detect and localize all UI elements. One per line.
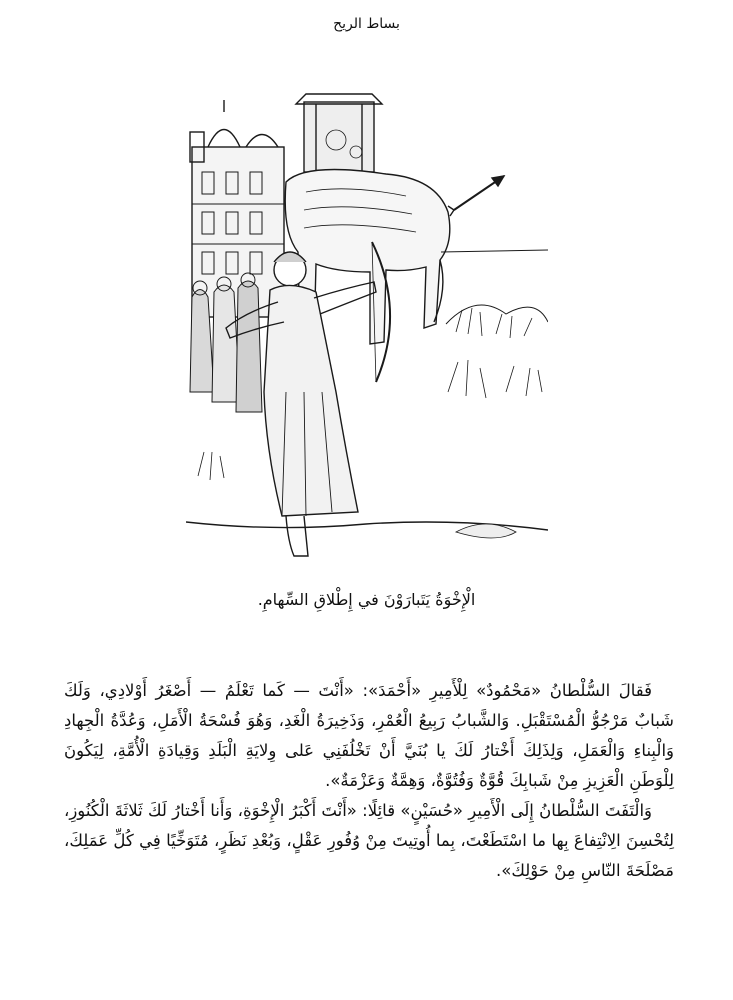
crowd-drawing: [190, 273, 262, 412]
arrow-drawing: [448, 176, 504, 216]
paragraph: فَقالَ السُّلْطانُ «مَحْمُودٌ» لِلْأَمِيرِ «أَحْمَدَ»: «أَنْتَ — كَما تَعْلَمُ — أَصْغَرُ أَوْلادِي، وَلَكَ شَبابٌ مَرْجُوُّ الْمُسْتَقْبَلِ. وَالشَّبابُ رَبِيعُ الْعُمْرِ، وَذَخِيرَةُ الْغَدِ، وَهُوَ فُسْحَةُ الْأَمَلِ، وَعُدَّةُ الْجِهادِ وَالْبِناءِ وَالْعَمَلِ، وَلِذَلِكَ أَخْتارُ لَكَ يا بُنَيَّ أَنْ تَخْلُفَنِي عَلى وِلايَةِ الْبَلَدِ وَقِيادَةِ الْأُمَّةِ، لِيَكُونَ لِلْوَطَنِ الْعَزِيزِ مِنْ شَبابِكَ قُوَّةٌ وَفُتُوَّةٌ، وَهِمَّةٌ وَعَزْمَةٌ».: [64, 681, 674, 790]
palace-drawing: [190, 100, 284, 317]
figure-caption: الْإِخْوَةُ يَتَبارَوْنَ في إِطْلاقِ السِّهامِ.: [257, 590, 476, 609]
illustration-brothers-archery: [186, 92, 548, 564]
paragraph: وَالْتَفَتَ السُّلْطانُ إِلَى الْأَمِيرِ «حُسَيْنٍ» قائِلًا: «أَنْتَ أَكْبَرُ الْإِخْوَةِ، وَأَنا أَخْتارُ لَكَ ثَلاثَةَ الْكُنُوزِ، لِتُحْسِنَ الِانْتِفاعَ بِها ما اسْتَطَعْتَ، بِما أُوتِيتَ مِنْ وُفُورِ عَقْلٍ، وَبُعْدِ نَظَرٍ، مُتَوَخِّيًا فِي كُلِّ عَمَلِكَ، مَصْلَحَةَ النّاسِ مِنْ حَوْلِكَ».: [64, 801, 674, 880]
running-header: بساط الريح: [333, 16, 400, 32]
engraving-image: [186, 92, 548, 564]
body-text: [64, 676, 674, 886]
